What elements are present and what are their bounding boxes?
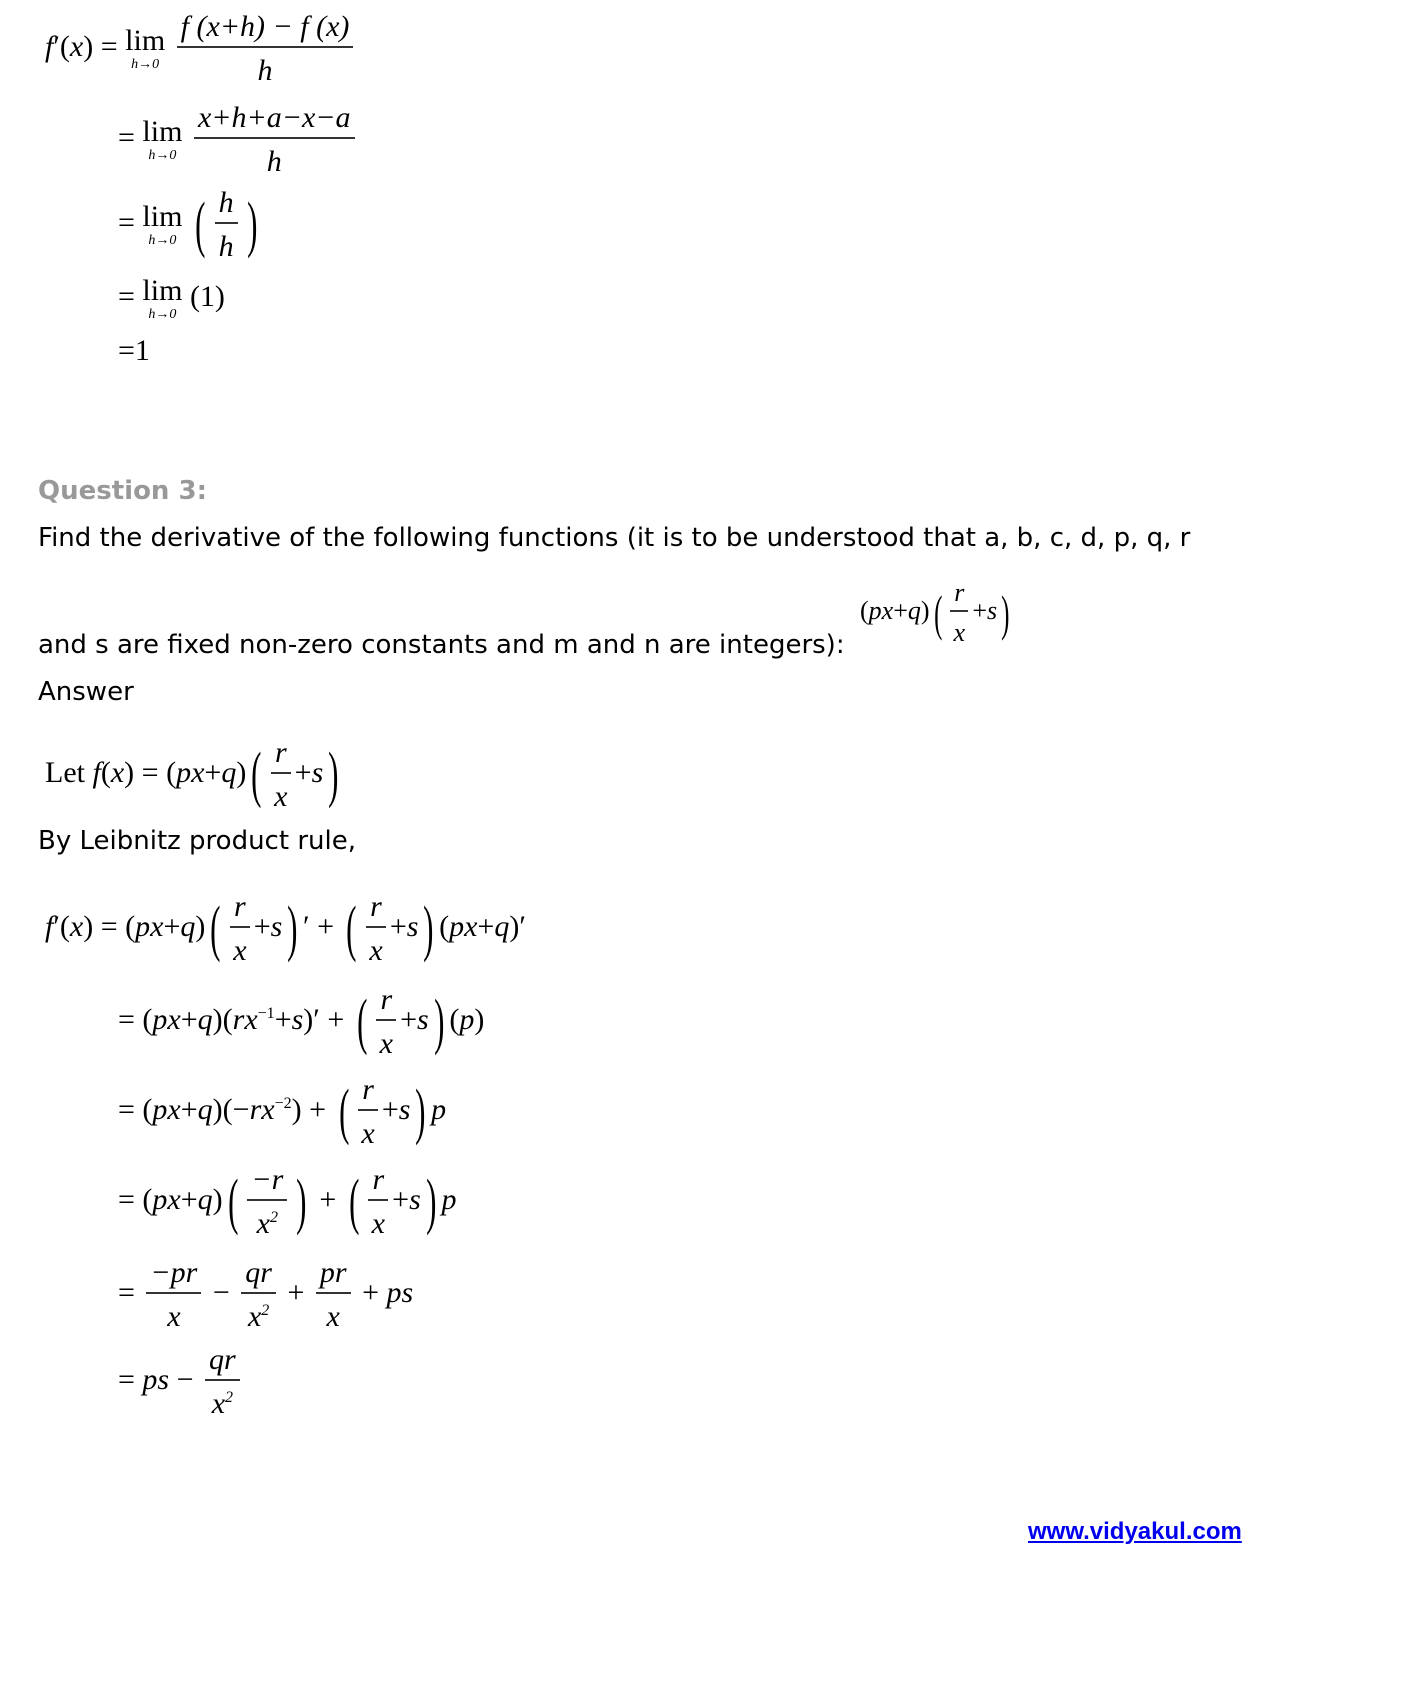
limit: lim h→0 [125,24,166,72]
question-title: Question 3: [38,476,207,506]
derivative-line-1: f′(x) = lim h→0 $\frac{f (x+h) - f (x)}{h}$ [45,12,357,86]
step-4: = (px+q)( $\frac{-r}{x^2}$ ) + ( $\frac{r}{x}$ +s) p [118,1163,457,1240]
vidyakul-link[interactable]: www.vidyakul.com [1028,1518,1242,1545]
step-5: = $\frac{-pr}{x}$ − $\frac{qr}{x^2}$ + $\frac{pr}{x}$ + ps [118,1256,414,1333]
answer-label: Answer [38,677,134,707]
step-2: = $(px+q)(rx^{-1}+s)'$ + ( $\frac{r}{x}$ +s) (p) [118,983,485,1060]
numerator: f (x+h) − f (x) [177,12,354,48]
derivative-line-5: =1 [118,334,150,367]
derivative-line-2: = lim h→0 $\frac{x+h+a-x-a}{h}$ [118,103,359,177]
let-statement: Let f(x) = (px+q)( $\frac{r}{x}$ +s) [45,736,339,813]
question-function: (px+q)( $\frac{r}{x}$ +s) [860,578,1010,647]
question-text-1: Find the derivative of the following functions (it is to be understood that a, b, c, d, p, q, r [38,523,1191,553]
question-text-2: and s are fixed non-zero constants and m and n are integers): [38,630,845,660]
derivative-line-3: = lim h→0 ( $\frac{h}{h}$ ) [118,186,258,263]
step-3: = $(px+q)(-rx^{-2})$ + ( $\frac{r}{x}$ +s) p [118,1073,447,1150]
rule-text: By Leibnitz product rule, [38,826,356,856]
derivative-line-4: = lim h→0 (1) [118,274,225,322]
step-1: f′(x) = (px+q)( $\frac{r}{x}$ +s) ′ + ( $\frac{r}{x}$ +s) (px+q)′ [45,890,526,967]
denominator: h [257,54,273,87]
step-6: = ps − $\frac{qr}{x^2}$ [118,1345,244,1419]
